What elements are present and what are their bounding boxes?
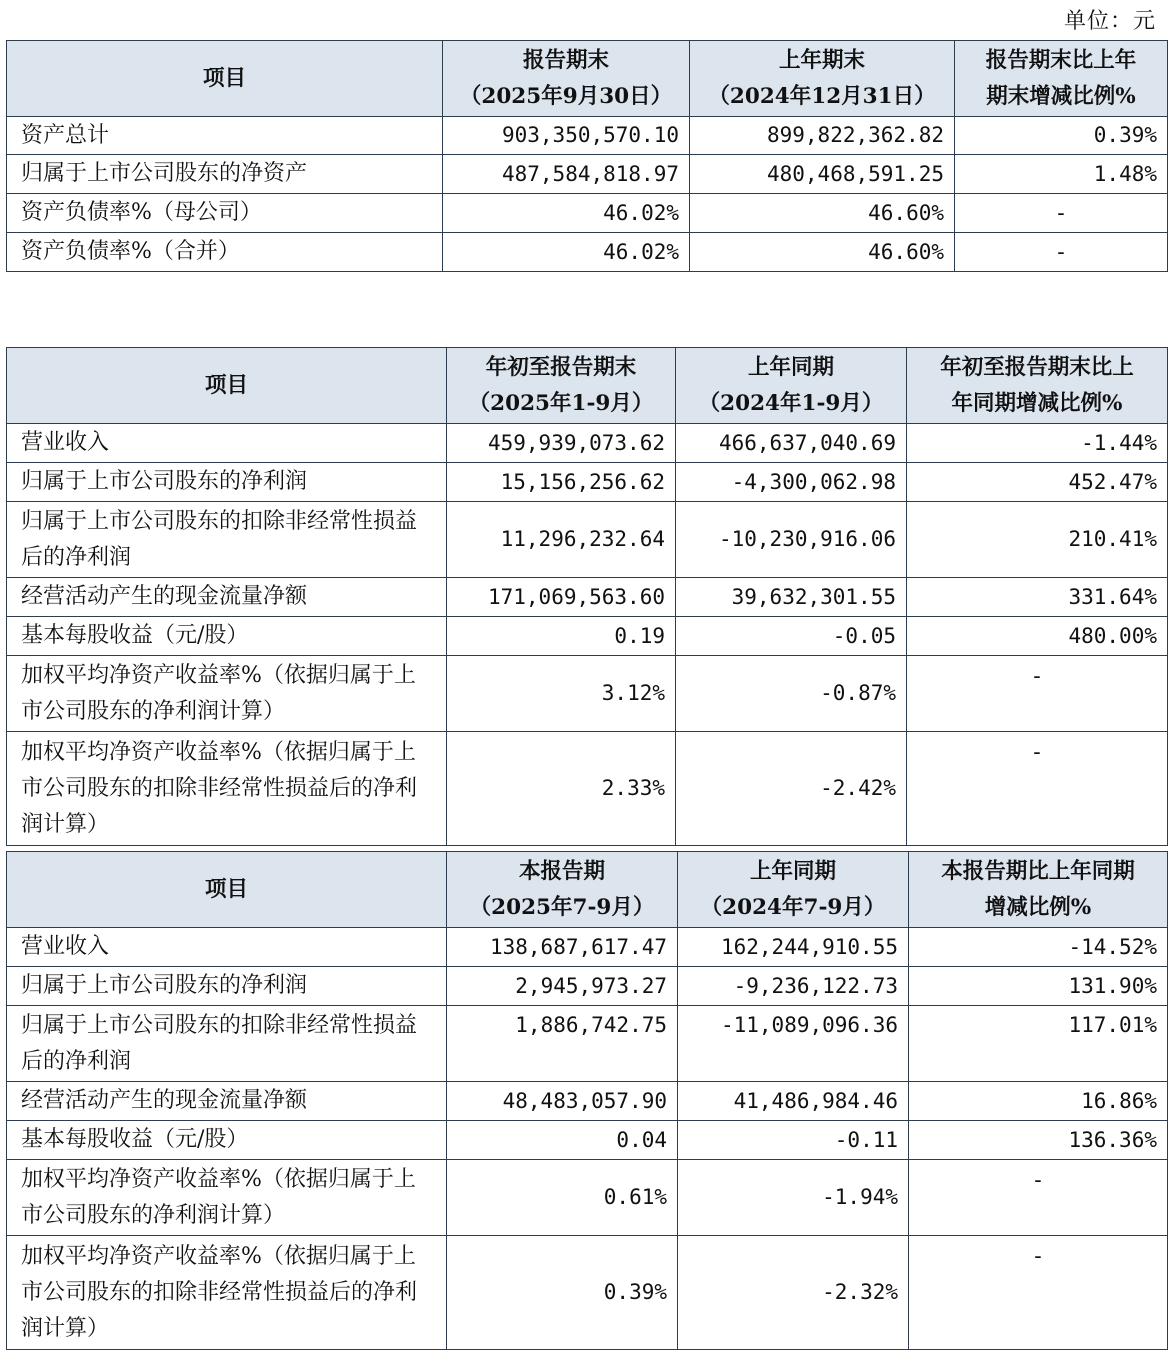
row-label: 加权平均净资产收益率%（依据归属于上市公司股东的净利润计算） (7, 656, 447, 732)
cell-value: 39,632,301.55 (676, 578, 907, 617)
table-header-row (7, 852, 1168, 928)
row-label: 资产总计 (7, 117, 443, 155)
table-row (7, 1006, 1168, 1082)
cell-value: -4,300,062.98 (676, 463, 907, 502)
cell-change: - (907, 732, 1168, 846)
row-label: 营业收入 (7, 424, 447, 463)
cell-value: -0.05 (676, 617, 907, 656)
cell-change: 16.86% (909, 1082, 1168, 1121)
row-label: 基本每股收益（元/股） (7, 1121, 447, 1160)
unit-label: 单位：元 (1063, 9, 1156, 34)
cell-value: 162,244,910.55 (678, 928, 909, 967)
cell-value: 2.33% (447, 732, 676, 846)
balance-summary-table (6, 40, 1168, 272)
cell-value: 41,486,984.46 (678, 1082, 909, 1121)
cell-value: -2.32% (678, 1236, 909, 1350)
cell-value: 138,687,617.47 (447, 928, 678, 967)
cell-value: -9,236,122.73 (678, 967, 909, 1006)
cell-value: 0.19 (447, 617, 676, 656)
header-current-quarter: 本报告期 （2025年7-9月） (447, 852, 678, 928)
cell-value: 171,069,563.60 (447, 578, 676, 617)
header-prior-year-end: 上年期末 （2024年12月31日） (690, 41, 955, 117)
cell-change: 480.00% (907, 617, 1168, 656)
table-row (7, 732, 1168, 846)
cell-value: 899,822,362.82 (690, 117, 955, 155)
cell-value: 11,296,232.64 (447, 502, 676, 578)
cell-value: -2.42% (676, 732, 907, 846)
cell-value: -0.11 (678, 1121, 909, 1160)
cell-change: 331.64% (907, 578, 1168, 617)
cell-change: 117.01% (909, 1006, 1168, 1082)
cell-value: 487,584,818.97 (443, 155, 690, 194)
cell-value: 459,939,073.62 (447, 424, 676, 463)
table-row (7, 1082, 1168, 1121)
cell-value: 46.02% (443, 194, 690, 233)
header-item: 项目 (7, 41, 443, 117)
cell-value: -10,230,916.06 (676, 502, 907, 578)
header-change-pct: 本报告期比上年同期 增减比例% (909, 852, 1168, 928)
table-row (7, 117, 1168, 155)
cell-value: 48,483,057.90 (447, 1082, 678, 1121)
cell-value: 46.60% (690, 233, 955, 272)
cell-change: - (955, 194, 1168, 233)
cell-value: 1,886,742.75 (447, 1006, 678, 1082)
header-prior-quarter: 上年同期 （2024年7-9月） (678, 852, 909, 928)
cell-value: 903,350,570.10 (443, 117, 690, 155)
table-row (7, 967, 1168, 1006)
row-label: 资产负债率%（合并） (7, 233, 443, 272)
cell-value: 15,156,256.62 (447, 463, 676, 502)
table-row (7, 1160, 1168, 1236)
header-ytd: 年初至报告期末 （2025年1-9月） (447, 348, 676, 424)
table-row (7, 424, 1168, 463)
row-label: 经营活动产生的现金流量净额 (7, 1082, 447, 1121)
row-label: 归属于上市公司股东的净利润 (7, 967, 447, 1006)
table-row (7, 617, 1168, 656)
cell-value: 46.02% (443, 233, 690, 272)
cell-change: 0.39% (955, 117, 1168, 155)
cell-change: 136.36% (909, 1121, 1168, 1160)
cell-value: 0.39% (447, 1236, 678, 1350)
row-label: 归属于上市公司股东的扣除非经常性损益后的净利润 (7, 1006, 447, 1082)
cell-change: 131.90% (909, 967, 1168, 1006)
cell-change: 452.47% (907, 463, 1168, 502)
header-period-end: 报告期末 （2025年9月30日） (443, 41, 690, 117)
cell-change: - (909, 1160, 1168, 1236)
cell-value: 466,637,040.69 (676, 424, 907, 463)
cell-value: 2,945,973.27 (447, 967, 678, 1006)
header-prior-ytd: 上年同期 （2024年1-9月） (676, 348, 907, 424)
cell-change: - (955, 233, 1168, 272)
ytd-table (6, 347, 1168, 846)
row-label: 经营活动产生的现金流量净额 (7, 578, 447, 617)
cell-value: -11,089,096.36 (678, 1006, 909, 1082)
cell-value: 46.60% (690, 194, 955, 233)
cell-value: 0.04 (447, 1121, 678, 1160)
table-row (7, 1236, 1168, 1350)
cell-change: 210.41% (907, 502, 1168, 578)
cell-value: 3.12% (447, 656, 676, 732)
table-header-row (7, 348, 1168, 424)
cell-value: -0.87% (676, 656, 907, 732)
table-row (7, 656, 1168, 732)
header-change-pct: 报告期末比上年 期末增减比例% (955, 41, 1168, 117)
row-label: 资产负债率%（母公司） (7, 194, 443, 233)
table-row (7, 233, 1168, 272)
header-item: 项目 (7, 852, 447, 928)
table-row (7, 502, 1168, 578)
table-header-row (7, 41, 1168, 117)
cell-change: - (909, 1236, 1168, 1350)
header-change-pct: 年初至报告期末比上 年同期增减比例% (907, 348, 1168, 424)
cell-change: 1.48% (955, 155, 1168, 194)
cell-value: 0.61% (447, 1160, 678, 1236)
row-label: 归属于上市公司股东的净资产 (7, 155, 443, 194)
table-row (7, 194, 1168, 233)
cell-change: - (907, 656, 1168, 732)
cell-value: -1.94% (678, 1160, 909, 1236)
cell-value: 480,468,591.25 (690, 155, 955, 194)
row-label: 营业收入 (7, 928, 447, 967)
table-row (7, 1121, 1168, 1160)
row-label: 加权平均净资产收益率%（依据归属于上市公司股东的扣除非经常性损益后的净利润计算） (7, 732, 447, 846)
cell-change: -1.44% (907, 424, 1168, 463)
row-label: 基本每股收益（元/股） (7, 617, 447, 656)
quarter-table (6, 851, 1168, 1350)
cell-change: -14.52% (909, 928, 1168, 967)
table-row (7, 155, 1168, 194)
header-item: 项目 (7, 348, 447, 424)
row-label: 加权平均净资产收益率%（依据归属于上市公司股东的扣除非经常性损益后的净利润计算） (7, 1236, 447, 1350)
table-row (7, 463, 1168, 502)
row-label: 归属于上市公司股东的扣除非经常性损益后的净利润 (7, 502, 447, 578)
row-label: 归属于上市公司股东的净利润 (7, 463, 447, 502)
table-row (7, 578, 1168, 617)
table-row (7, 928, 1168, 967)
row-label: 加权平均净资产收益率%（依据归属于上市公司股东的净利润计算） (7, 1160, 447, 1236)
